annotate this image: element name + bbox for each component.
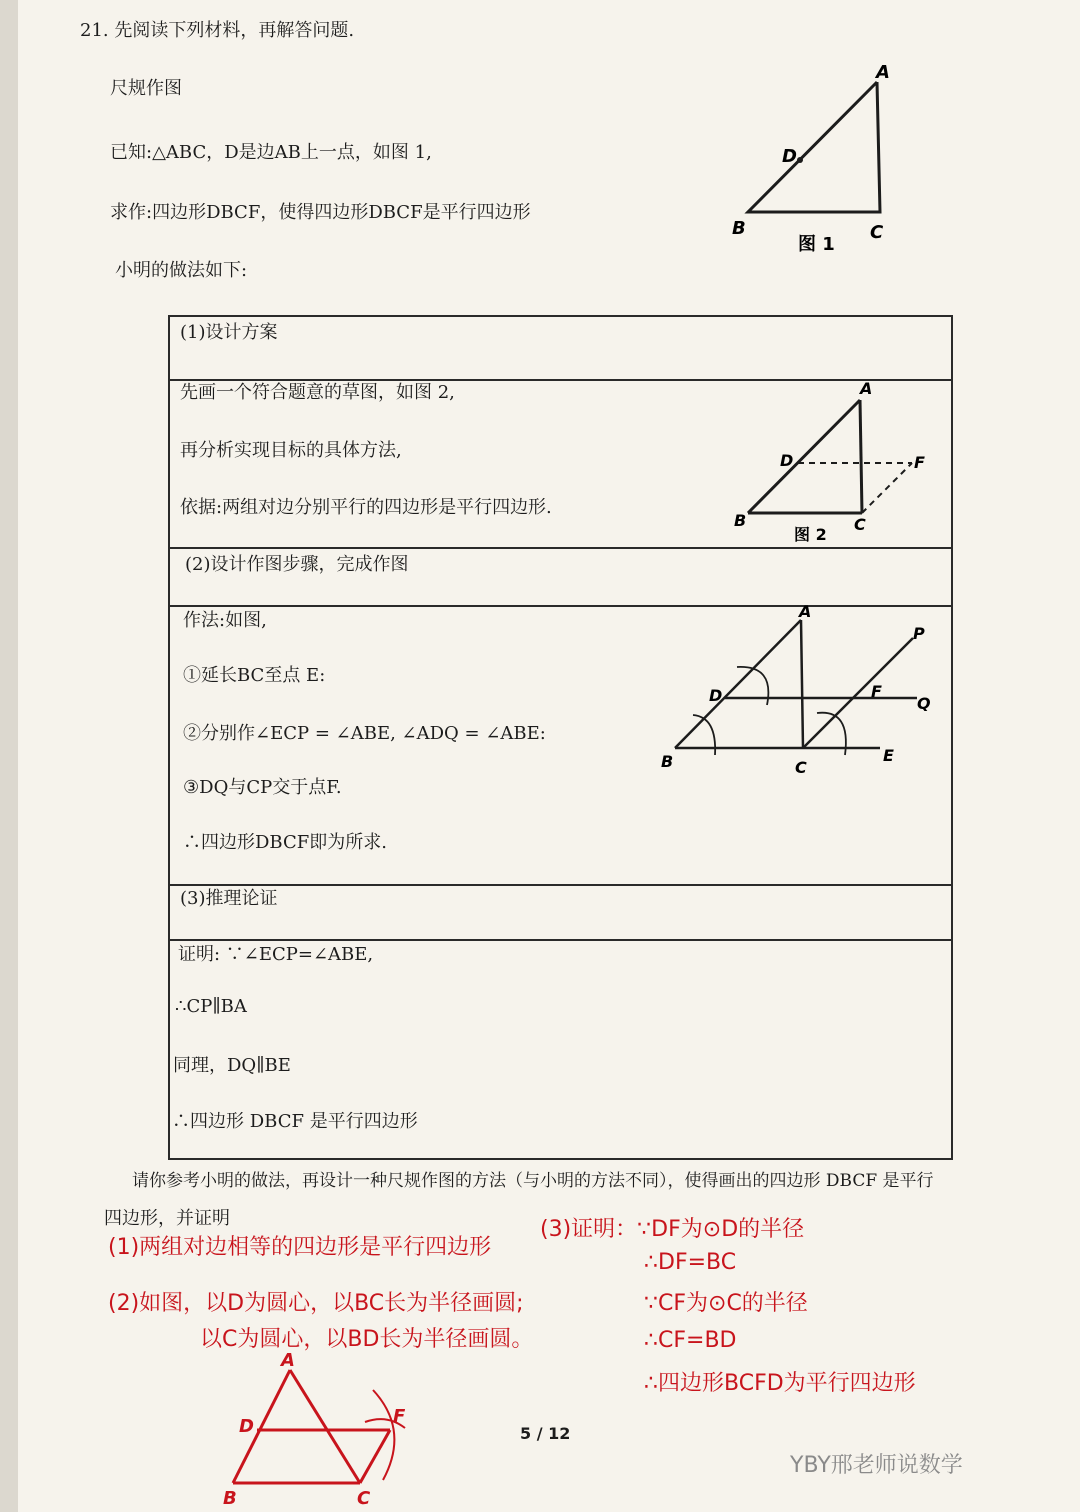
row4-line2: ①延长BC至点 E: <box>183 665 326 686</box>
hw-fig-label-a: A <box>281 1350 295 1371</box>
fig1-label-b: B <box>732 218 746 239</box>
fig3-label-d: D <box>709 686 723 705</box>
point-d <box>797 157 803 163</box>
fig2-caption: 图 2 <box>794 525 827 544</box>
figure-2 <box>720 378 940 548</box>
fig1-label-a: A <box>876 62 890 83</box>
fig3-label-e: E <box>883 746 894 765</box>
hw-figure <box>215 1350 425 1510</box>
hw-answer-2b: 以C为圆心，以BD长为半径画圆。 <box>200 1327 534 1352</box>
row5-title: (3)推理论证 <box>180 888 278 909</box>
fig3-label-q: Q <box>917 694 931 713</box>
fig2-label-b: B <box>734 511 747 530</box>
hw-proof-1: (3)证明：∵DF为⊙D的半径 <box>540 1217 805 1242</box>
fig1-label-c: C <box>870 222 884 243</box>
hw-fig-label-f: F <box>393 1406 406 1427</box>
proof-line2: ∴CP∥BA <box>175 996 247 1017</box>
proof-line3: 同理，DQ∥BE <box>173 1055 291 1076</box>
row1-title: (1)设计方案 <box>180 322 278 343</box>
row4-line1: 作法:如图, <box>183 610 267 631</box>
hw-proof-5: ∴四边形BCFD为平行四边形 <box>644 1371 916 1396</box>
fig3-label-p: P <box>913 624 925 643</box>
row4-line4: ③DQ与CP交于点F. <box>183 777 342 798</box>
fig2-label-a: A <box>860 379 873 398</box>
proof-line4: ∴四边形 DBCF 是平行四边形 <box>172 1111 418 1132</box>
proof-line1: 证明: ∵∠ECP=∠ABE, <box>178 944 374 965</box>
hw-proof-4: ∴CF=BD <box>644 1328 737 1353</box>
row3-title: (2)设计作图步骤，完成作图 <box>185 554 409 575</box>
hw-fig-label-c: C <box>357 1488 371 1509</box>
row2-line3: 依据:两组对边分别平行的四边形是平行四边形. <box>180 497 552 518</box>
fig2-label-d: D <box>780 451 794 470</box>
watermark: YBY邢老师说数学 <box>790 1453 963 1478</box>
row2-line1: 先画一个符合题意的草图，如图 2, <box>180 382 455 403</box>
fig3-label-c: C <box>795 758 807 777</box>
hw-proof-3: ∵CF为⊙C的半径 <box>644 1291 808 1316</box>
hw-answer-1: (1)两组对边相等的四边形是平行四边形 <box>108 1235 492 1260</box>
fig3-label-f: F <box>871 682 882 701</box>
question-header: 21. 先阅读下列材料，再解答问题. <box>80 20 355 41</box>
triangle-abc <box>748 82 880 212</box>
page-number: 5 / 12 <box>520 1424 571 1443</box>
figure-3 <box>655 605 940 785</box>
known-text: 已知:△ABC，D是边AB上一点，如图 1, <box>110 142 432 163</box>
method-intro: 小明的做法如下: <box>115 260 248 281</box>
hw-proof-2: ∴DF=BC <box>644 1250 737 1275</box>
task-text: 求作:四边形DBCF，使得四边形DBCF是平行四边形 <box>110 202 531 223</box>
row4-line3: ②分别作∠ECP = ∠ABE, ∠ADQ = ∠ABE: <box>183 723 546 744</box>
section-title: 尺规作图 <box>110 78 182 99</box>
instruction-line1: 请你参考小明的做法，再设计一种尺规作图的方法（与小明的方法不同），使得画出的四边形 DBCF 是平行 <box>132 1171 934 1191</box>
fig3-label-b: B <box>661 752 674 771</box>
fig2-label-f: F <box>914 453 925 472</box>
fig3-label-a: A <box>799 605 812 621</box>
fig1-caption: 图 1 <box>798 234 835 255</box>
hw-fig-label-b: B <box>223 1488 237 1509</box>
row4-line5: ∴四边形DBCF即为所求. <box>183 832 387 853</box>
instruction-line2: 四边形，并证明 <box>104 1208 230 1229</box>
fig2-label-c: C <box>854 515 866 534</box>
row2-line2: 再分析实现目标的具体方法, <box>180 440 402 461</box>
figure-1 <box>720 60 900 260</box>
hw-fig-label-d: D <box>239 1416 254 1437</box>
hw-answer-2a: (2)如图，以D为圆心，以BC长为半径画圆; <box>108 1291 524 1316</box>
fig1-label-d: D <box>782 146 797 167</box>
